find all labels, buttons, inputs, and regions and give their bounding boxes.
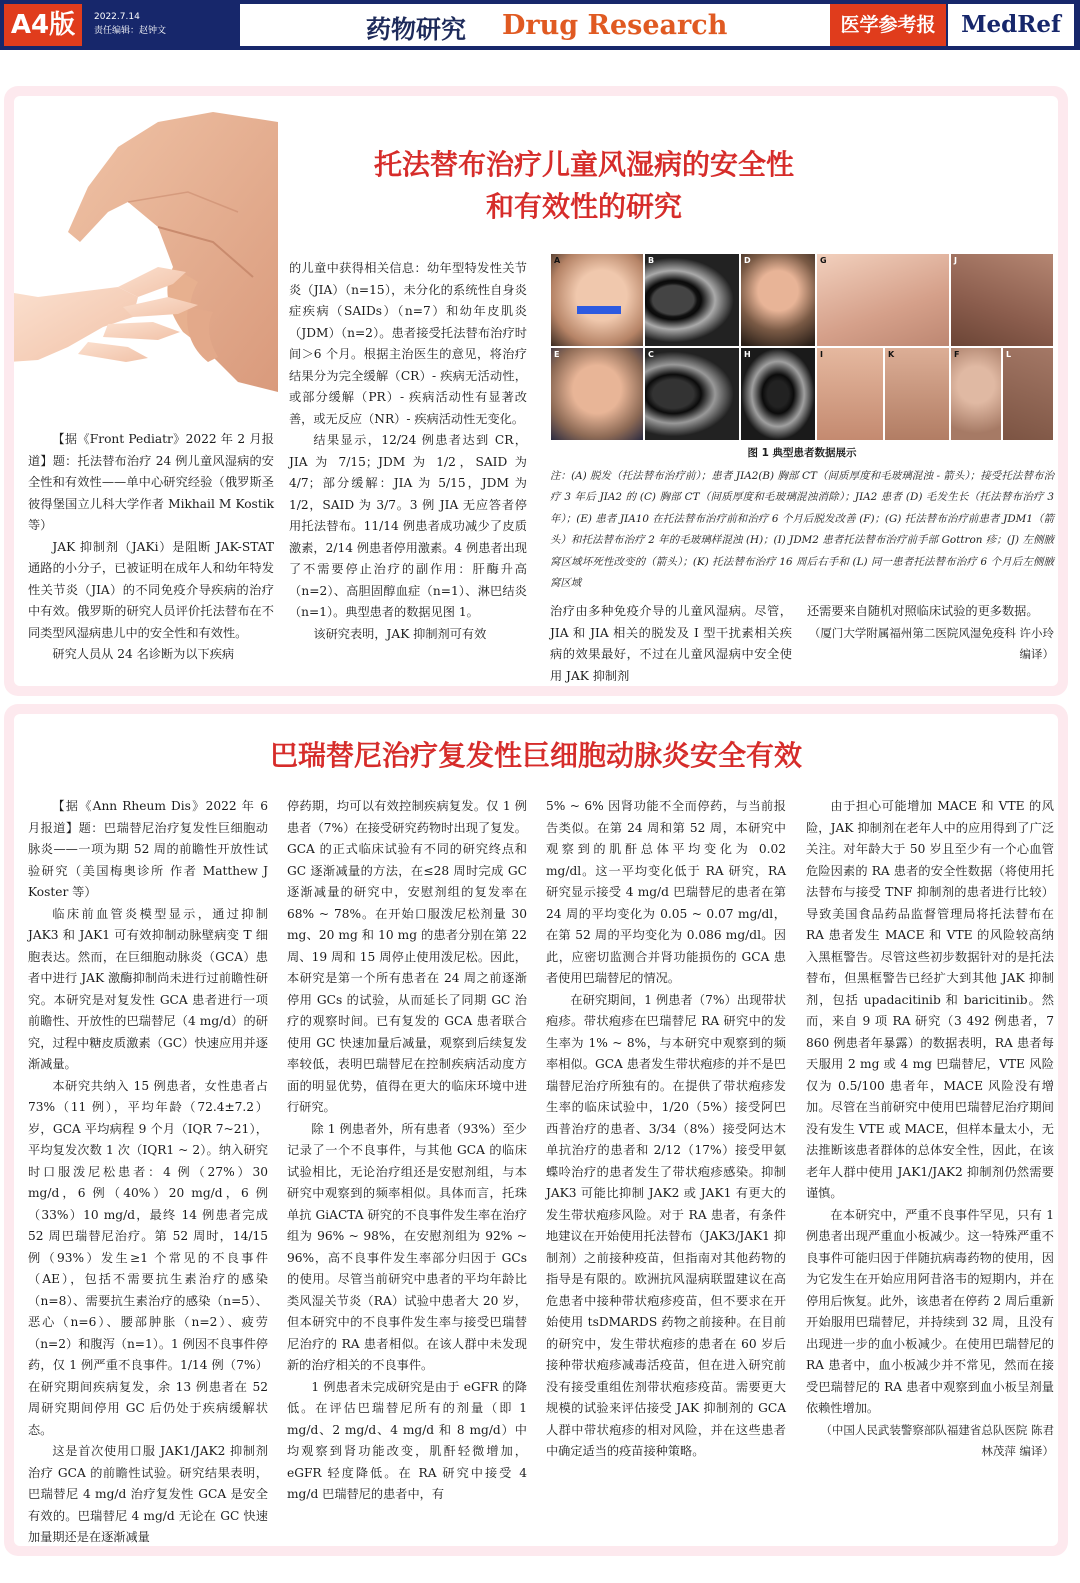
article2-source: 【据《Ann Rheum Dis》2022 年 6 月报道】题：巴瑞替尼治疗复发性巨细胞动脉炎——一项为期 52 周的前瞻性开放性试验研究（美国梅奥诊所 作者 Matthew J Koster 等）: [28, 799, 268, 899]
article-tofacitinib: [4, 86, 1068, 696]
figure-panel-C: C: [644, 347, 740, 441]
article2-title: 巴瑞替尼治疗复发性巨细胞动脉炎安全有效: [269, 739, 802, 772]
figure-panel-L: L: [1002, 347, 1054, 441]
figure-panel-A: A: [550, 253, 644, 347]
article1-credit: （厦门大学附属福州第二医院风湿免疫科 许小玲 编译）: [808, 625, 1054, 661]
article-body: [14, 96, 1058, 686]
article1-title-line1: 托法替布治疗儿童风湿病的安全性: [373, 148, 794, 181]
article2-col3: [546, 796, 786, 1463]
hands-photo-icon: [14, 96, 278, 392]
issue-date: 2022.7.14: [94, 12, 140, 22]
paragraph: 1 例患者未完成研究是由于 eGFR 的降低。在评估巴瑞替尼所有的剂量（即 1 mg/d、2 mg/d、4 mg/d 和 8 mg/d）中均观察到肾功能改变，肌酐轻微增加，eGFR 轻度降低。在 RA 研究中接受 4 mg/d 巴瑞替尼的患者中，有: [287, 1379, 527, 1501]
figure-title: 图 1 典型患者数据展示: [747, 447, 857, 459]
figure-panel-I: I: [816, 347, 884, 441]
paragraph: 在研究期间，1 例患者（7%）出现带状疱疹。带状疱疹在巴瑞替尼 RA 研究中的发生率为 1% ~ 8%，与本研究中观察到的频率相似。GCA 患者发生带状疱疹的并不是巴瑞替尼治疗所独有的。在提供了带状疱疹发生率的临床试验中，1/20（5%）接受阿巴西普治疗的患者、3/34（8%）接受阿达木单抗治疗的患者和 2/12（17%）接受甲氨蝶呤治疗的患者发生了带状疱疹感染。抑制 JAK3 可能比抑制 JAK2 或 JAK1 有更大的发生带状疱疹风险。对于 RA 患者，有条件地建议在开始使用托法替布（JAK3/JAK1 抑制剂）之前接种疫苗，但指南对其他药物的指导是有限的。欧洲抗风湿病联盟建议在高危患者中接种带状疱疹疫苗，但不要求在开始使用 tsDMARDS 药物之前接种。在目前的研究中，发生带状疱疹的患者在 60 岁后接种带状疱疹减毒活疫苗，但在进入研究前没有接受重组佐剂带状疱疹疫苗。需要更大规模的试验来评估接受 JAK 抑制剂的 GCA 人群中带状疱疹的相对风险，并在这些患者中确定适当的疫苗接种策略。: [546, 992, 786, 1458]
article-baricitinib: [4, 704, 1068, 1556]
article1-title-line2: 和有效性的研究: [485, 190, 682, 223]
article2-col2: [287, 796, 527, 1506]
article1-col4: [807, 601, 1054, 666]
figure-panel-J: J: [950, 253, 1054, 347]
article-body: [14, 714, 1058, 1546]
paragraph: 治疗由多种免疫介导的儿童风湿病。尽管，JIA 和 JIA 相关的脱发及 I 型干扰素相关疾病的效果最好，不过在儿童风湿病中安全使用 JAK 抑制剂: [550, 604, 792, 683]
article1-source: 【据《Front Pediatr》2022 年 2 月报道】题：托法替布治疗 24 例儿童风湿病的安全性和有效性——单中心研究经验（俄罗斯圣彼得堡国立儿科大学作者 Mikhail M Kostik 等）: [28, 432, 274, 532]
article1-col3: [550, 601, 792, 686]
section-title-en: Drug Research: [502, 10, 728, 41]
article1-col1: [28, 429, 274, 666]
paragraph: 研究人员从 24 名诊断为以下疾病: [52, 647, 235, 661]
paragraph: 的儿童中获得相关信息：幼年型特发性关节炎（JIA）（n=15），未分化的系统性自身炎症疾病（SAIDs）（n=7）和幼年皮肌炎（JDM）（n=2）。患者接受托法替布治疗时间＞6 个月。根据主治医生的意见，将治疗结果分为完全缓解（CR）- 疾病无活动性，或部分缓解（PR）- 疾病活动性有显著改善，或无反应（NR）- 疾病活动性无变化。: [289, 261, 527, 426]
paragraph: 还需要来自随机对照临床试验的更多数据。: [807, 604, 1039, 618]
brand-name-cn: 医学参考报: [830, 4, 946, 46]
paragraph: 结果显示，12/24 例患者达到 CR，JIA 为 7/15；JDM 为 1/2，SAID 为 4/7；部分缓解：JIA 为 5/15，JDM 为 1/2，SAID 为 3/7。3 例 JIA 无应答者停用托法替布。11/14 例患者成功减少了皮质激素，2/14 例患者停用激素。4 例患者出现了不需要停止治疗的副作用：肝酶升高（n=2）、高胆固醇血症（n=1）、淋巴结炎（n=1）。典型患者的数据见图 1。: [289, 433, 527, 619]
figure-panel-F: F: [950, 347, 1002, 441]
paragraph: 这是首次使用口服 JAK1/JAK2 抑制剂治疗 GCA 的前瞻性试验。研究结果表明，巴瑞替尼 4 mg/d 治疗复发性 GCA 是安全有效的。巴瑞替尼 4 mg/d 无论在 GC 快速加量期还是在逐渐减量: [28, 1444, 268, 1544]
masthead: [0, 0, 1080, 50]
article1-col2: [289, 258, 527, 645]
brand-name-en: MedRef: [948, 4, 1074, 46]
figure-panel-D: D: [740, 253, 816, 347]
article1-title: [264, 144, 904, 228]
paragraph: 该研究表明，JAK 抑制剂可有效: [313, 626, 487, 641]
edition-badge: A4版: [4, 4, 82, 46]
paragraph: 5% ~ 6% 因肾功能不全而停药，与当前报告类似。在第 24 周和第 52 周，本研究中观察到的肌酐总体平均变化为 0.02 mg/dl。这一平均变化低于 RA 研究，RA 研究显示接受 4 mg/d 巴瑞替尼的患者在第 24 周的平均变化为 0.05 ~ 0.07 mg/dl，在第 52 周的平均变化为 0.086 mg/dl。因此，应密切监测合并肾功能损伤的 GCA 患者使用巴瑞替尼的情况。: [546, 799, 786, 985]
figure-panel-H: H: [740, 347, 816, 441]
figure-1: [550, 253, 1054, 441]
paragraph: 除 1 例患者外，所有患者（93%）至少记录了一个不良事件，与其他 GCA 的临床试验相比，无论治疗组还是安慰剂组，与本研究中观察到的频率相似。具体而言，托珠单抗 GiACTA 研究的不良事件发生率在治疗组为 96% ~ 98%，在安慰剂组为 92% ~ 96%，高不良事件发生率部分归因于 GCs 的使用。尽管当前研究中患者的平均年龄比类风湿关节炎（RA）试验中患者大 20 岁，但本研究中的不良事件发生率与接受巴瑞替尼治疗的 RA 患者相似。在该人群中未发现新的治疗相关的不良事件。: [287, 1121, 527, 1372]
paragraph: 由于担心可能增加 MACE 和 VTE 的风险，JAK 抑制剂在老年人中的应用得到了广泛关注。对年龄大于 50 岁且至少有一个心血管危险因素的 RA 患者的安全性数据（将使用托法替布与接受 TNF 抑制剂的患者进行比较）导致美国食品药品监督管理局将托法替布在 RA 患者发生 MACE 和 VTE 的风险较高纳入黑框警告。尽管这些初步数据针对的是托法替布，但黑框警告已经扩大到其他 JAK 抑制剂，包括 upadacitinib 和 baricitinib。然而，来自 9 项 RA 研究（3 492 例患者，7 860 例患者年暴露）的数据表明，RA 患者每天服用 2 mg 或 4 mg 巴瑞替尼，VTE 风险仅为 0.5/100 患者年，MACE 风险没有增加。尽管在当前研究中使用巴瑞替尼治疗期间没有发生 VTE 或 MACE，但样本量太小，无法推断该患者群体的总体安全性，因此，在该老年人群中使用 JAK1/JAK2 抑制剂仍然需要谨慎。: [806, 799, 1054, 1200]
paragraph: 本研究共纳入 15 例患者，女性患者占 73%（11 例），平均年龄（72.4±7.2）岁，GCA 平均病程 9 个月（IQR 7~21），平均复发次数 1 次（IQR1 ~ 2）。纳入研究时口服泼尼松患者：4 例（27%）30 mg/d，6 例（40%）20 mg/d，6 例（33%）10 mg/d，最终 14 例患者完成 52 周巴瑞替尼治疗。第 52 周时，14/15 例（93%）发生≥1 个常见的不良事件（AE），包括不需要抗生素治疗的感染（n=8）、需要抗生素治疗的感染（n=5）、恶心（n=6）、腰部肿胀（n=2）、疲劳（n=2）和腹泻（n=1）。1 例因不良事件停药，仅 1 例严重不良事件。1/14 例（7%）在研究期间疾病复发，余 13 例患者在 52 周研究期间停用 GC 后仍处于疾病缓解状态。: [28, 1078, 268, 1437]
figure-panel-E: E: [550, 347, 644, 441]
paragraph: 临床前血管炎模型显示，通过抑制 JAK3 和 JAK1 可有效抑制动脉壁病变 T 细胞表达。然而，在巨细胞动脉炎（GCA）患者中进行 JAK 激酶抑制尚未进行过前瞻性研究。本研究是对复发性 GCA 患者进行一项前瞻性、开放性的巴瑞替尼（4 mg/d）的研究，过程中糖皮质激素（GC）快速应用并逐渐减量。: [28, 906, 268, 1071]
figure-panel-K: K: [884, 347, 950, 441]
paragraph: 在本研究中，严重不良事件罕见，只有 1 例患者出现严重血小板减少。这一特殊严重不良事件可能归因于伴随抗病毒药物的使用，因为它发生在开始应用阿昔洛韦的短期内，并在停用后恢复。此外，该患者在停药 2 周后重新开始服用巴瑞替尼，并持续到 32 周，且没有出现进一步的血小板减少。在使用巴瑞替尼的 RA 患者中，血小板减少并不常见，然而在接受巴瑞替尼的 RA 患者中观察到血小板呈剂量依赖性增加。: [806, 1207, 1054, 1415]
paragraph: 停药期，均可以有效控制疾病复发。仅 1 例患者（7%）在接受研究药物时出现了复发。GCA 的正式临床试验有不同的研究终点和 GC 逐渐减量的方法，在≤28 周时完成 GC 逐渐减量的研究中，安慰剂组的复发率在 68% ~ 78%。在开始口服泼尼松剂量 30 mg、20 mg 和 10 mg 的患者分别在第 22 周、19 周和 15 周停止使用泼尼松。因此，本研究是第一个所有患者在 24 周之前逐渐停用 GCs 的试验，从而延长了同期 GC 治疗的观察时间。已有复发的 GCA 患者联合使用 GC 快速加量后减量，观察到后续复发率较低，表明巴瑞替尼在控制疾病活动度方面的明显优势，值得在更大的临床环境中进行研究。: [287, 799, 527, 1114]
section-banner: [240, 4, 830, 46]
paragraph: JAK 抑制剂（JAKi）是阻断 JAK-STAT 通路的小分子，已被证明在成年人和幼年特发性关节炎（JIA）的不同免疫介导疾病的治疗中有效。俄罗斯的研究人员评价托法替布在不同类型风湿病患儿中的安全性和有效性。: [28, 539, 274, 640]
article2-col1: [28, 796, 268, 1546]
article2-credit: （中国人民武装警察部队福建省总队医院 陈君 林茂萍 编译）: [820, 1422, 1054, 1458]
figure-panel-G: G: [816, 253, 950, 347]
figure-panel-B: B: [644, 253, 740, 347]
figure-caption: 注：(A) 脱发（托法替布治疗前）；患者 JIA2(B) 胸部 CT（间质厚度和毛玻璃混浊 - 箭头）；接受托法替布治疗 3 年后 JIA2 的 (C) 胸部 CT（间质厚度和毛玻璃混浊消除）；JIA2 患者 (D) 毛发生长（托法替布治疗 3 年）；(E) 患者 JIA10 在托法替布治疗前和治疗 6 个月后脱发改善 (F)；(G) 托法替布治疗前患者 JDM1（箭头）和托法替布治疗 2 年的毛玻璃样混浊 (H)；(I) JDM2 患者托法替布治疗前手部 Gottron 疹；(J) 左侧腋窝区域坏死性改变的（箭头）；(K) 托法替布治疗 16 周后右手和 (L) 同一患者托法替布治疗 6 个月后左侧腋窝区域: [550, 470, 1054, 590]
section-title-cn: 药物研究: [366, 15, 467, 44]
issue-editor: 责任编辑：赵钟文: [94, 26, 167, 36]
article2-col4: [806, 796, 1054, 1463]
issue-meta: [94, 10, 166, 38]
